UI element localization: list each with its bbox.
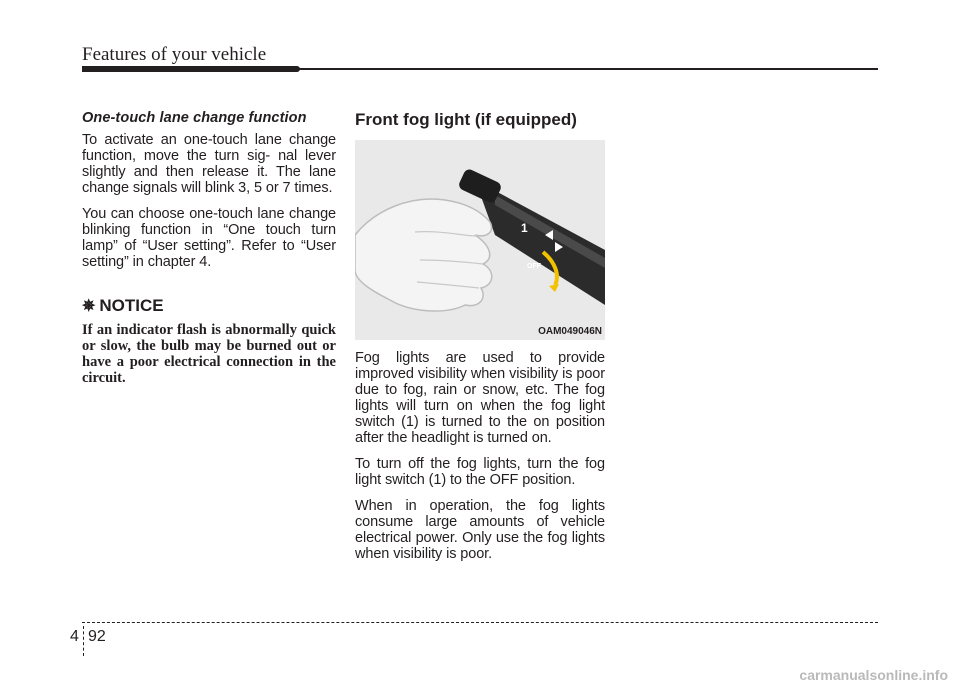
notice-label: NOTICE xyxy=(99,296,164,315)
watermark: carmanualsonline.info xyxy=(799,667,948,683)
section-heading-fog-light: Front fog light (if equipped) xyxy=(355,110,577,129)
figure-code: OAM049046N xyxy=(538,326,602,337)
notice-text: If an indicator flash is abnormally quick or slow, the bulb may be burned out or have a poor electrical connection in the circuit. xyxy=(82,322,336,386)
page-chapter-number: 4 xyxy=(70,628,79,645)
header-bar xyxy=(82,66,300,72)
paragraph: You can choose one-touch lane change blinking function in “One touch turn lamp” of “User setting”. Refer to “User setting” in chapter 4. xyxy=(82,206,336,270)
footer-divider xyxy=(83,626,84,656)
subheading-one-touch-lane-change: One-touch lane change function xyxy=(82,110,307,126)
footer-rule xyxy=(82,622,878,623)
paragraph: To turn off the fog lights, turn the fog light switch (1) to the OFF position. xyxy=(355,456,605,488)
hand-on-lever-illustration xyxy=(355,140,605,340)
notice-star-icon: ✵ xyxy=(82,298,96,315)
paragraph: When in operation, the fog lights consume large amounts of vehicle electrical power. Only use the fog lights when visibility is poor. xyxy=(355,498,605,562)
notice-heading xyxy=(82,296,336,316)
page-number: 92 xyxy=(88,628,106,645)
off-label: OFF xyxy=(527,263,541,270)
fog-light-switch-figure xyxy=(355,140,605,340)
switch-number-label: 1 xyxy=(521,221,528,235)
right-column xyxy=(355,110,605,572)
header-title: Features of your vehicle xyxy=(82,44,267,65)
paragraph: Fog lights are used to provide improved visibility when visibility is poor due to fog, rain or snow, etc. The fog lights will turn on when the fog light switch (1) is turned to the on position after the headlight is turned on. xyxy=(355,350,605,446)
left-column xyxy=(82,110,336,386)
paragraph: To activate an one-touch lane change function, move the turn sig- nal lever slightly and then release it. The lane change signals will blink 3, 5 or 7 times. xyxy=(82,132,336,196)
